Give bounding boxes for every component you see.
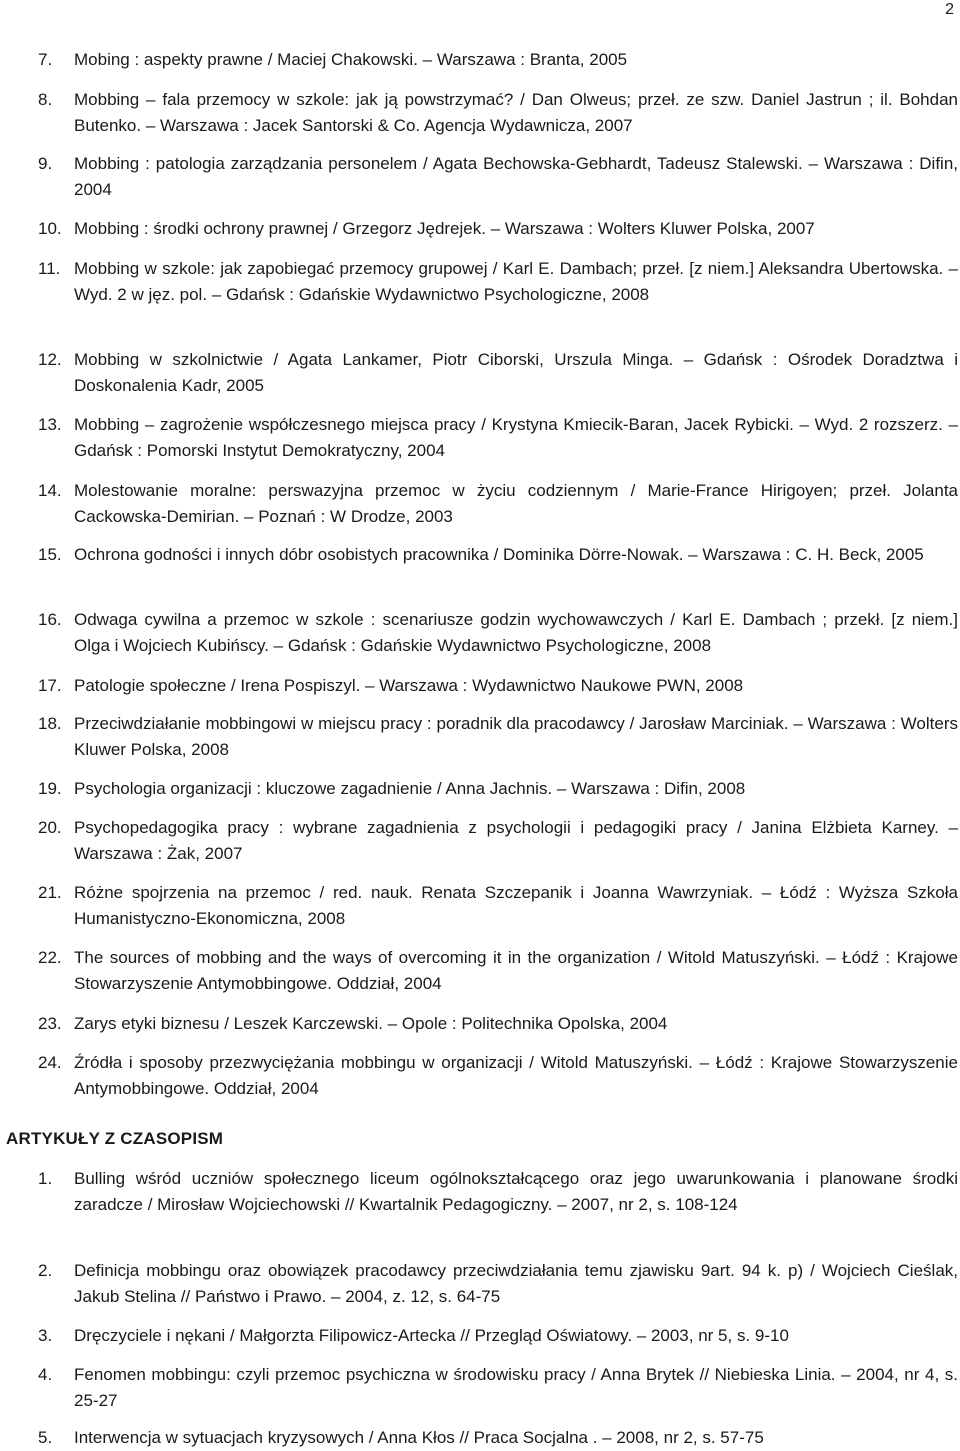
item-number: 10. [38, 219, 62, 238]
item-text: Mobbing : patologia zarządzania personelem / Agata Bechowska-Gebhardt, Tadeusz Stalewski. – Warszawa : Difin, 2004 [74, 154, 958, 199]
item-number: 18. [38, 714, 62, 733]
item-text: Interwencja w sytuacjach kryzysowych / Anna Kłos // Praca Socjalna . – 2008, nr 2, s. 57-75 [74, 1428, 764, 1447]
item-text: Ochrona godności i innych dóbr osobistych pracownika / Dominika Dörre-Nowak. – Warszawa : C. H. Beck, 2005 [74, 545, 924, 564]
item-text: Mobbing : środki ochrony prawnej / Grzegorz Jędrejek. – Warszawa : Wolters Kluwer Polska, 2007 [74, 219, 815, 238]
item-number: 20. [38, 818, 62, 837]
item-number: 5. [38, 1428, 53, 1447]
list-item [38, 216, 958, 242]
list-item [38, 1258, 958, 1310]
item-number: 13. [38, 415, 62, 434]
list-item [38, 256, 958, 308]
item-number: 9. [38, 154, 53, 173]
item-number: 15. [38, 545, 62, 564]
list-item [38, 87, 958, 139]
item-number: 8. [38, 90, 53, 109]
list-item [38, 711, 958, 763]
list-item [38, 1362, 958, 1414]
list-item [38, 151, 958, 203]
item-text: Mobing : aspekty prawne / Maciej Chakowski. – Warszawa : Branta, 2005 [74, 50, 628, 69]
list-item [38, 673, 958, 699]
item-number: 3. [38, 1326, 53, 1345]
item-number: 14. [38, 481, 62, 500]
item-text: Molestowanie moralne: perswazyjna przemoc w życiu codziennym / Marie-France Hirigoyen; przeł. Jolanta Cackowska-Demirian. – Poznań : W Drodze, 2003 [74, 481, 958, 526]
item-text: Psychopedagogika pracy : wybrane zagadnienia z psychologii i pedagogiki pracy / Janina Elżbieta Karney. – Warszawa : Żak, 2007 [74, 818, 958, 863]
item-text: Dręczyciele i nękani / Małgorzta Filipowicz-Artecka // Przegląd Oświatowy. – 2003, nr 5, s. 9-10 [74, 1326, 789, 1345]
item-number: 17. [38, 676, 62, 695]
item-text: Odwaga cywilna a przemoc w szkole : scenariusze godzin wychowawczych / Karl E. Dambach ; przekł. [z niem.] Olga i Wojciech Kubińscy. – Gdańsk : Gdańskie Wydawnictwo Psychologiczne, 2008 [74, 610, 958, 655]
list-item [38, 607, 958, 659]
item-number: 11. [38, 259, 61, 278]
item-number: 12. [38, 350, 62, 369]
section-heading: ARTYKUŁY Z CZASOPISM [6, 1129, 224, 1148]
list-item [38, 542, 958, 568]
list-item [38, 945, 958, 997]
item-number: 19. [38, 779, 62, 798]
item-text: Różne spojrzenia na przemoc / red. nauk. Renata Szczepanik i Joanna Wawrzyniak. – Łódź : Wyższa Szkoła Humanistyczno-Ekonomiczna, 2008 [74, 883, 958, 928]
list-item [38, 776, 958, 802]
item-text: Definicja mobbingu oraz obowiązek pracodawcy przeciwdziałania temu zjawisku 9art. 94 k. p) / Wojciech Cieślak, Jakub Stelina // Państwo i Prawo. – 2004, z. 12, s. 64-75 [74, 1261, 958, 1306]
item-number: 21. [38, 883, 62, 902]
item-text: Źródła i sposoby przezwyciężania mobbingu w organizacji / Witold Matuszyński. – Łódź : Krajowe Stowarzyszenie Antymobbingowe. Oddział, 2004 [74, 1053, 958, 1098]
item-text: Przeciwdziałanie mobbingowi w miejscu pracy : poradnik dla pracodawcy / Jarosław Marciniak. – Warszawa : Wolters Kluwer Polska, 2008 [74, 714, 958, 759]
list-item [38, 815, 958, 867]
item-number: 2. [38, 1261, 53, 1280]
item-number: 4. [38, 1365, 53, 1384]
list-item [38, 347, 958, 399]
page-number: 2 [945, 1, 954, 18]
list-item [38, 47, 958, 73]
item-number: 22. [38, 948, 62, 967]
item-text: Psychologia organizacji : kluczowe zagadnienie / Anna Jachnis. – Warszawa : Difin, 2008 [74, 779, 746, 798]
item-number: 23. [38, 1014, 62, 1033]
list-item [38, 880, 958, 932]
item-text: Fenomen mobbingu: czyli przemoc psychiczna w środowisku pracy / Anna Brytek // Niebieska Linia. – 2004, nr 4, s. 25-27 [74, 1365, 958, 1410]
list-item [38, 1323, 958, 1349]
item-text: Mobbing – fala przemocy w szkole: jak ją powstrzymać? / Dan Olweus; przeł. ze szw. Daniel Jastrun ; il. Bohdan Butenko. – Warszawa : Jacek Santorski & Co. Agencja Wydawnicza, 2007 [74, 90, 958, 135]
item-text: Zarys etyki biznesu / Leszek Karczewski. – Opole : Politechnika Opolska, 2004 [74, 1014, 668, 1033]
list-item [38, 1166, 958, 1218]
item-text: Bulling wśród uczniów społecznego liceum ogólnokształcącego oraz jego uwarunkowania i planowane środki zaradcze / Mirosław Wojciechowski // Kwartalnik Pedagogiczny. – 2007, nr 2, s. 108-124 [74, 1169, 958, 1214]
item-text: Mobbing w szkole: jak zapobiegać przemocy grupowej / Karl E. Dambach; przeł. [z niem.] Aleksandra Ubertowska. – Wyd. 2 w jęz. pol. – Gdańsk : Gdańskie Wydawnictwo Psychologiczne, 2008 [74, 259, 958, 304]
item-number: 16. [38, 610, 62, 629]
item-number: 7. [38, 50, 53, 69]
item-text: Patologie społeczne / Irena Pospiszyl. – Warszawa : Wydawnictwo Naukowe PWN, 2008 [74, 676, 744, 695]
list-item [38, 478, 958, 530]
list-item [38, 412, 958, 464]
list-item [38, 1050, 958, 1102]
item-text: The sources of mobbing and the ways of overcoming it in the organization / Witold Matuszyński. – Łódź : Krajowe Stowarzyszenie Antymobbingowe. Oddział, 2004 [74, 948, 958, 993]
item-text: Mobbing w szkolnictwie / Agata Lankamer, Piotr Ciborski, Urszula Minga. – Gdańsk : Ośrodek Doradztwa i Doskonalenia Kadr, 2005 [74, 350, 958, 395]
item-number: 1. [38, 1169, 53, 1188]
list-item [38, 1425, 958, 1451]
item-text: Mobbing – zagrożenie współczesnego miejsca pracy / Krystyna Kmiecik-Baran, Jacek Rybicki. – Wyd. 2 rozszerz. – Gdańsk : Pomorski Instytut Demokratyczny, 2004 [74, 415, 958, 460]
item-number: 24. [38, 1053, 62, 1072]
list-item [38, 1011, 958, 1037]
